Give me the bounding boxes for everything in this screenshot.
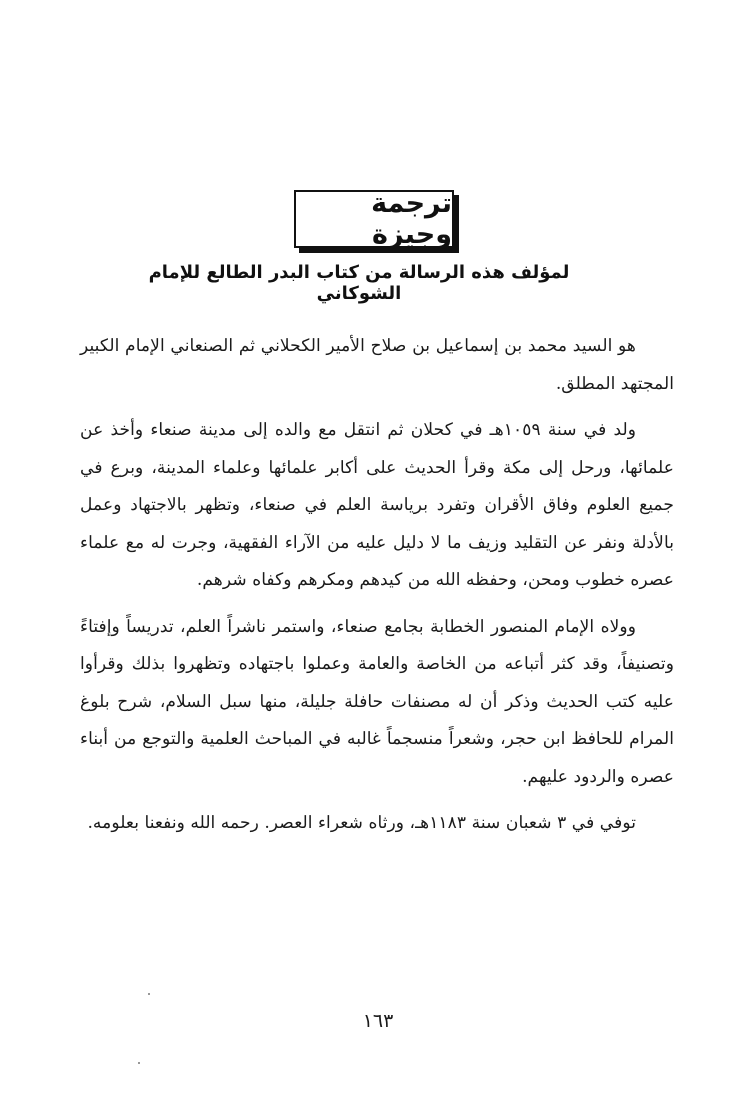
page-number: ١٦٣: [362, 1010, 394, 1032]
paragraph-career: وولاه الإمام المنصور الخطابة بجامع صنعاء، واستمر ناشراً العلم، تدريساً وإفتاءً وتصنيفاً، وقد كثر أتباعه من الخاصة والعامة وعملوا باجتهاده وتظهروا بذلك وقرأوا عليه كتب الحديث وذكر أن له مصنفات حافلة جليلة، منها سبل السلام، شرح بلوغ المرام للحافظ ابن حجر، وشعراً منسجماً غالبه في المباحث العلمية والتوجع من أبناء عصره والردود عليهم.: [80, 616, 674, 787]
body-text: [80, 328, 674, 852]
scan-speck: [148, 993, 150, 995]
scan-speck: [138, 1062, 140, 1064]
chapter-subtitle: لمؤلف هذه الرسالة من كتاب البدر الطالع للإمام الشوكاني: [148, 262, 570, 304]
paragraph-birth-and-study: ولد في سنة ١٠٥٩هـ في كحلان ثم انتقل مع والده إلى مدينة صنعاء وأخذ عن علمائها، ورحل إلى مكة وقرأ الحديث على أكابر علمائها وعلماء المدينة، وبرع في جميع العلوم وفاق الأقران وتفرد برياسة العلم في صنعاء، وتظهر بالاجتهاد وعمل بالأدلة ونفر عن التقليد وزيف ما لا دليل عليه من الآراء الفقهية، وجرت له مع علماء عصره خطوب ومحن، وحفظه الله من كيدهم ومكرهم وكفاه شرهم.: [80, 420, 674, 590]
chapter-title: ترجمة وجيزة: [371, 188, 452, 250]
chapter-title-box: [294, 190, 454, 248]
paragraph-death: توفي في ٣ شعبان سنة ١١٨٣هـ، ورثاه شعراء العصر. رحمه الله ونفعنا بعلومه.: [87, 813, 636, 833]
paragraph-intro: هو السيد محمد بن إسماعيل بن صلاح الأمير الكحلاني ثم الصنعاني الإمام الكبير المجتهد المطلق.: [80, 336, 674, 394]
